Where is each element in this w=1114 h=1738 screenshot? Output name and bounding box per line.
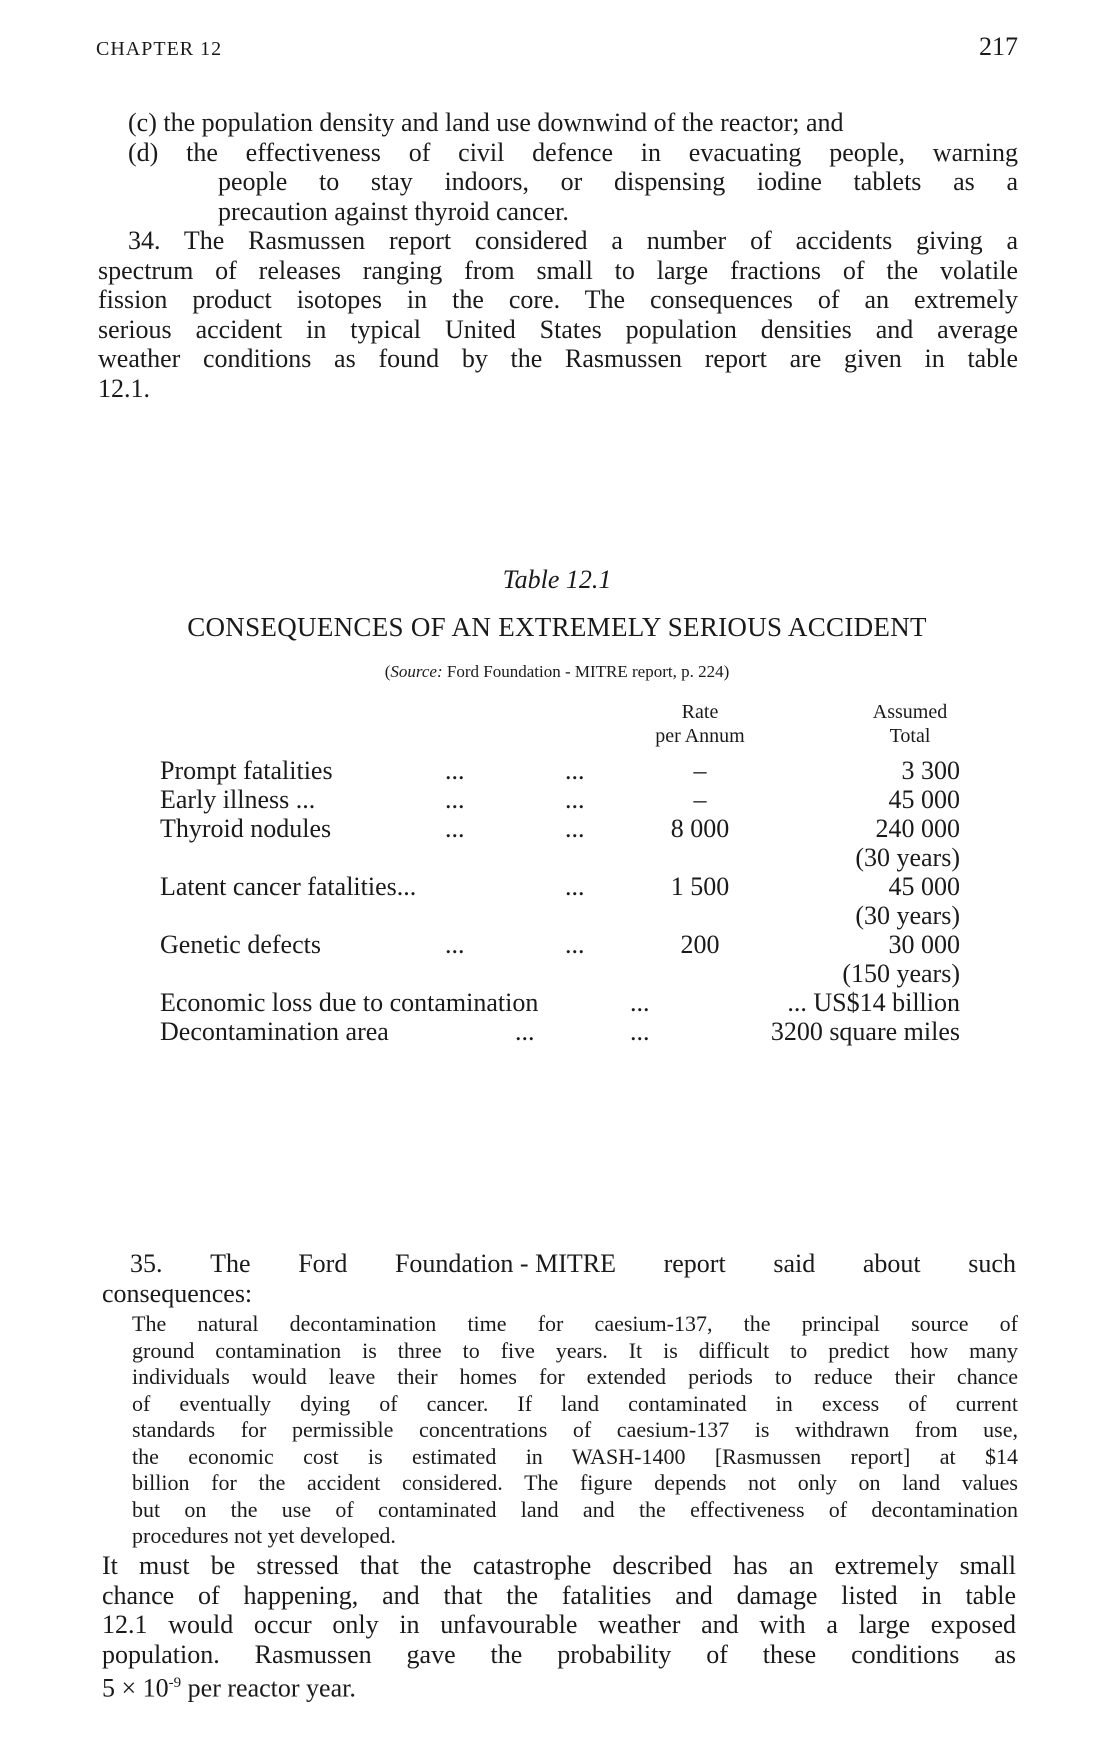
quote-line: procedures not yet developed. [132, 1523, 396, 1548]
table-row [160, 930, 980, 988]
list-item-d-continuation: precaution against thyroid cancer. [218, 196, 569, 226]
quote-line: the economic cost is estimated in WASH-1400 [Rasmussen report] at $14 [132, 1443, 1018, 1469]
block-quote [132, 1311, 1018, 1550]
leader-dots: ... [445, 930, 465, 959]
text-line: serious accident in typical United States population densities and average [98, 314, 1018, 344]
list-item-d-continuation: people to stay indoors, or dispensing iodine tablets as a [218, 167, 1018, 196]
row-rate: 8 000 [670, 814, 730, 843]
header-line: Rate [681, 701, 719, 723]
probability-suffix: per reactor year. [181, 1673, 356, 1703]
table-row [160, 756, 980, 785]
text-line: weather conditions as found by the Rasmussen report are given in table [98, 344, 1018, 373]
column-header-rate [630, 700, 770, 748]
table-title: Table 12.1 [502, 565, 612, 594]
text-line: 12.1 would occur only in unfavourable weather and with a large exposed [102, 1610, 1016, 1639]
row-label: Latent cancer fatalities... [160, 872, 417, 901]
table-source: (Source: Ford Foundation - MITRE report, p. 224) [384, 662, 730, 681]
page-number: 217 [979, 32, 1018, 61]
row-total: 45 000 [888, 785, 960, 814]
header-line: per Annum [655, 725, 745, 747]
closing-paragraph [102, 1551, 1016, 1703]
row-label: Genetic defects [160, 930, 321, 959]
table-heading: CONSEQUENCES OF AN EXTREMELY SERIOUS ACCIDENT [187, 612, 927, 642]
leader-dots: ... [445, 785, 465, 814]
leader-dots: ... [515, 1017, 535, 1046]
table-row [160, 814, 980, 872]
row-total: 3 300 [901, 756, 960, 785]
row-total: 45 000 [888, 872, 960, 901]
row-total: 30 000 [888, 930, 960, 959]
quote-line: individuals would leave their homes for extended periods to reduce their chance [132, 1364, 1018, 1389]
word: such [968, 1249, 1016, 1278]
quote-line: The natural decontamination time for caesium-137, the principal source of [132, 1311, 1018, 1336]
leader-dots: ... [565, 756, 585, 785]
row-rate: – [693, 756, 707, 785]
leader-dots: ... [565, 930, 585, 959]
source-label: Source: [390, 662, 443, 681]
paragraph-34 [98, 226, 1018, 403]
header-line: Assumed [872, 701, 948, 723]
row-total-note: (30 years) [855, 901, 960, 930]
word: said [773, 1249, 816, 1278]
table-body [160, 756, 980, 1056]
paragraph-35 [102, 1249, 1016, 1308]
word: about [862, 1249, 921, 1278]
row-value: 3200 square miles [770, 1017, 960, 1046]
header-line: Total [889, 725, 931, 747]
item-marker: (c) [128, 108, 157, 137]
text-line: consequences: [102, 1278, 253, 1308]
text-line: 34. The Rasmussen report considered a number of accidents giving a [128, 226, 1018, 255]
row-rate: 200 [680, 930, 720, 959]
text-line: fission product isotopes in the core. The consequences of an extremely [98, 285, 1018, 314]
list-items [128, 108, 1018, 226]
row-label: Decontamination area [160, 1017, 389, 1046]
column-header-total [840, 700, 980, 748]
leader-dots: ... [565, 814, 585, 843]
chapter-label: CHAPTER 12 [96, 38, 223, 60]
leader-dots: ... [565, 872, 585, 901]
probability-exponent: -9 [168, 1675, 182, 1691]
item-text: the population density and land use downwind of the reactor; and [163, 108, 844, 137]
word: Ford [298, 1249, 348, 1278]
text-line: chance of happening, and that the fatalities and damage listed in table [102, 1580, 1016, 1610]
table-row [160, 785, 980, 814]
leader-dots: ... [565, 785, 585, 814]
row-total-note: (150 years) [842, 959, 960, 988]
row-label: Early illness ... [160, 785, 316, 814]
row-rate: 1 500 [670, 872, 730, 901]
text-line: 12.1. [98, 373, 150, 403]
row-value: ... US$14 billion [787, 988, 960, 1017]
row-total-note: (30 years) [855, 843, 960, 872]
row-label: Prompt fatalities [160, 756, 333, 785]
text-line: population. Rasmussen gave the probability of these conditions as [102, 1639, 1016, 1669]
list-item-d [128, 138, 1018, 168]
text-line: spectrum of releases ranging from small to large fractions of the volatile [98, 255, 1018, 285]
table-row-decontamination [160, 1017, 980, 1046]
leader-dots: ... [445, 756, 465, 785]
text-line: It must be stressed that the catastrophe described has an extremely small [102, 1551, 1016, 1580]
quote-line: of eventually dying of cancer. If land contaminated in excess of current [132, 1390, 1018, 1416]
row-label: Thyroid nodules [160, 814, 332, 843]
quote-line: ground contamination is three to five years. It is difficult to predict how many [132, 1337, 1018, 1363]
item-marker: (d) [128, 137, 159, 167]
text-line-last [102, 1669, 1016, 1703]
source-text: Ford Foundation - MITRE report, p. 224 [446, 662, 724, 681]
row-label: Economic loss due to contamination [160, 988, 539, 1017]
quote-line: standards for permissible concentrations of caesium-137 is withdrawn from use, [132, 1417, 1018, 1442]
para35-first-line [102, 1249, 1016, 1279]
page-header [96, 32, 1018, 62]
word: The [210, 1249, 251, 1278]
table-row-economic [160, 988, 980, 1017]
leader-dots: ... [630, 1017, 650, 1046]
item-text: the effectiveness of civil defence in evacuating people, warning [186, 137, 1019, 167]
list-item-c [128, 108, 1018, 138]
para-number: 35. [130, 1249, 163, 1278]
word: Foundation - MITRE [394, 1249, 616, 1278]
word: report [663, 1249, 726, 1278]
quote-line: but on the use of contaminated land and the effectiveness of decontamination [132, 1496, 1018, 1522]
leader-dots: ... [445, 814, 465, 843]
row-total: 240 000 [875, 814, 960, 843]
probability-base: 5 × 10 [102, 1673, 169, 1703]
table-row [160, 872, 980, 930]
leader-dots: ... [630, 988, 650, 1017]
row-rate: – [693, 785, 707, 814]
quote-line: billion for the accident considered. The figure depends not only on land values [132, 1470, 1018, 1495]
